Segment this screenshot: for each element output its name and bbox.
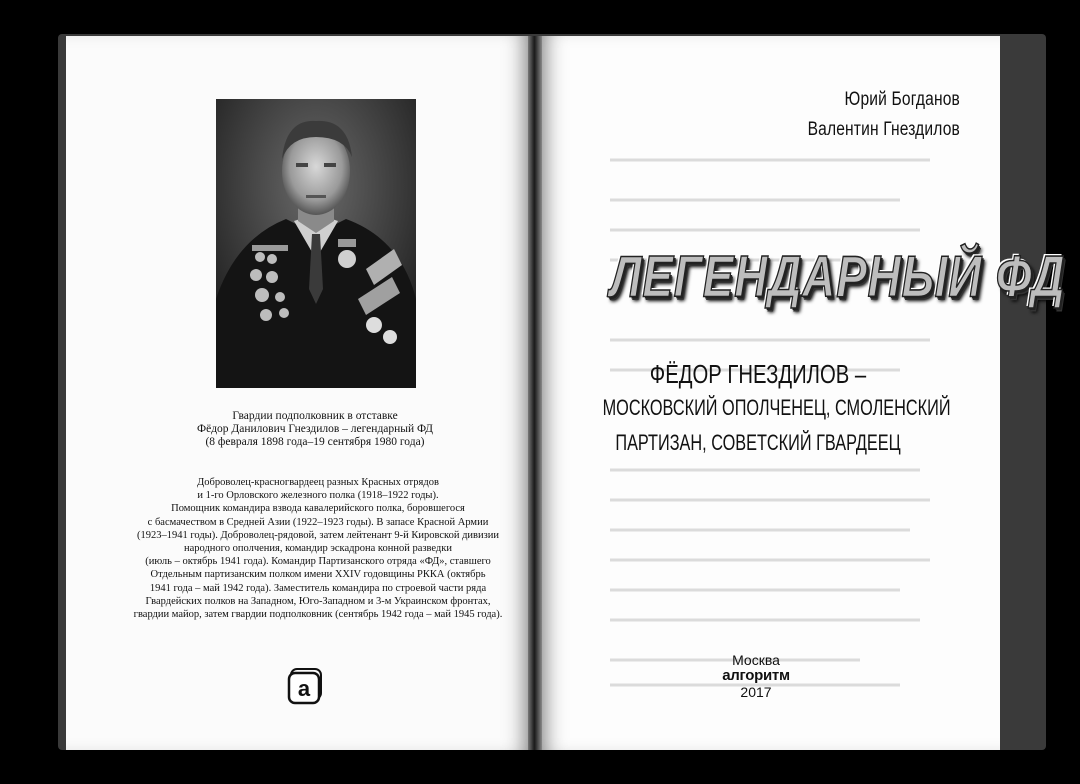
- bio-line: и 1-го Орловского железного полка (1918–1922 годы).: [197, 490, 439, 502]
- caption-line: (8 февраля 1898 года–19 сентября 1980 года): [205, 436, 425, 448]
- book-title: [560, 242, 1066, 332]
- subtitle-line: ПАРТИЗАН, СОВЕТСКИЙ ГВАРДЕЕЦ: [615, 430, 901, 455]
- bio-line: с басмачеством в Средней Азии (1922–1923 годы). В запасе Красной Армии: [147, 516, 489, 528]
- bio-line: Помощник командира взвода кавалерийского полка, боровшегося: [171, 503, 465, 515]
- svg-text:a: a: [297, 676, 311, 701]
- bio-line: народного ополчения, командир эскадрона конной разведки: [183, 543, 452, 555]
- imprint-publisher: алгоритм: [722, 667, 790, 684]
- author-name: Юрий Богданов: [844, 89, 960, 110]
- imprint: [706, 653, 806, 700]
- bio-line: 1941 года – май 1942 года). Заместитель командира по строевой части ряда: [149, 582, 487, 594]
- book-gutter: [528, 36, 542, 750]
- portrait-photo: [216, 99, 416, 388]
- imprint-city: Москва: [732, 652, 780, 668]
- bio-line: Отдельным партизанским полком имени XXIV годовщины РККА (октябрь: [150, 569, 486, 581]
- bio-line: Гвардейских полков на Западном, Юго-Западном и 3-м Украинском фронтах,: [145, 595, 491, 607]
- subtitle-line: МОСКОВСКИЙ ОПОЛЧЕНЕЦ, СМОЛЕНСКИЙ: [602, 395, 951, 420]
- portrait-caption: [130, 410, 500, 449]
- book-authors: [681, 85, 960, 145]
- imprint-year: 2017: [740, 684, 772, 700]
- bio-line: Доброволец-красногвардеец разных Красных отрядов: [197, 477, 439, 488]
- biography-text: [118, 476, 518, 621]
- book-subtitle: [548, 358, 968, 460]
- bio-line: (июль – октябрь 1941 года). Командир Партизанского отряда «ФД», ставшего: [145, 556, 491, 568]
- book-title-text: ЛЕГЕНДАРНЫЙ ФД: [609, 243, 1066, 310]
- publisher-logo-icon: [287, 667, 327, 707]
- caption-line: Фёдор Данилович Гнездилов – легендарный ФД: [197, 423, 433, 435]
- caption-line: Гвардии подполковник в отставке: [232, 410, 398, 422]
- bio-line: (1923–1941 годы). Доброволец-рядовой, затем лейтенант 9-й Кировской дивизии: [136, 529, 500, 541]
- bio-line: гвардии майор, затем гвардии подполковник (сентябрь 1942 года – май 1945 года).: [133, 609, 503, 621]
- author-name: Валентин Гнездилов: [807, 119, 960, 140]
- subtitle-line: ФЁДОР ГНЕЗДИЛОВ –: [649, 359, 867, 389]
